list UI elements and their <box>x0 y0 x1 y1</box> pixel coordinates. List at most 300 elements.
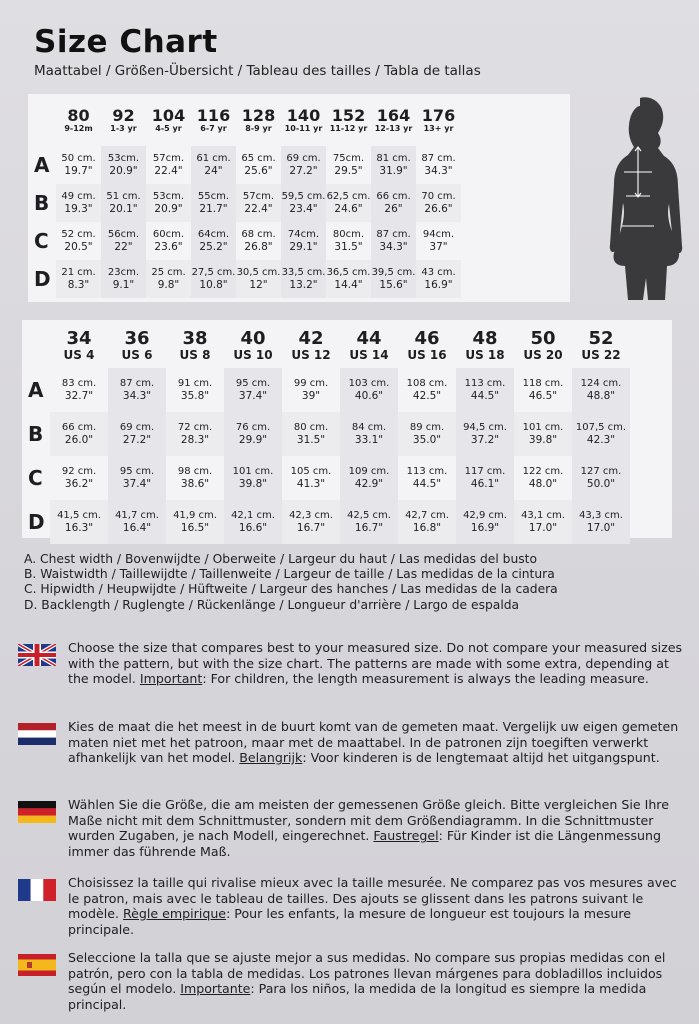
adult-cell-inch: 42.9" <box>354 477 384 490</box>
children-cell <box>281 260 326 298</box>
children-cell-inch: 26.6" <box>424 202 453 215</box>
children-cell <box>326 184 371 222</box>
adult-cell <box>398 456 456 500</box>
adult-cell-cm: 89 cm. <box>409 421 445 433</box>
children-cell-cm: 66 cm. <box>376 190 411 202</box>
children-cell <box>371 222 416 260</box>
children-row-a <box>28 146 461 184</box>
adult-cell-cm: 105 cm. <box>290 465 332 477</box>
children-size-number: 80 <box>67 105 90 125</box>
children-cell <box>101 184 146 222</box>
children-cell-inch: 20.9" <box>154 202 183 215</box>
adult-cell-cm: 117 cm. <box>464 465 506 477</box>
adult-cell <box>50 500 108 544</box>
adult-cell-cm: 103 cm. <box>348 377 390 389</box>
adult-cell-inch: 16.9" <box>470 521 500 534</box>
adult-cell-inch: 37.2" <box>470 433 500 446</box>
adult-size-sub: US 18 <box>465 347 505 362</box>
children-size-header <box>371 94 416 146</box>
children-cell <box>281 146 326 184</box>
children-cell-inch: 37" <box>429 240 448 253</box>
adult-cell <box>108 500 166 544</box>
children-cell <box>281 184 326 222</box>
instructions-english <box>18 640 683 687</box>
adult-cell-cm: 95 cm. <box>235 377 271 389</box>
adult-cell <box>340 412 398 456</box>
adult-cell-cm: 108 cm. <box>406 377 448 389</box>
adult-cell <box>224 500 282 544</box>
adult-cell <box>340 500 398 544</box>
children-cell <box>191 260 236 298</box>
adult-cell-cm: 43,3 cm. <box>579 509 623 521</box>
children-cell-cm: 94cm. <box>422 228 455 240</box>
children-cell-inch: 10.8" <box>199 278 228 291</box>
children-cell-inch: 34.3" <box>379 240 408 253</box>
adult-row-label: B <box>28 422 44 446</box>
children-cell-inch: 9.1" <box>112 278 135 291</box>
children-cell-cm: 33,5 cm. <box>281 266 326 278</box>
adult-cell-cm: 42,3 cm. <box>289 509 333 521</box>
page-title: Size Chart <box>34 24 218 60</box>
adult-row-c <box>22 456 630 500</box>
children-corner-cell <box>28 94 56 146</box>
adult-cell-inch: 17.0" <box>528 521 558 534</box>
children-cell-inch: 24" <box>204 164 223 177</box>
instructions-de-key: Faustregel <box>373 828 439 844</box>
adult-cell-cm: 42,1 cm. <box>231 509 275 521</box>
children-size-sub: 9-12m <box>64 123 93 133</box>
adult-cell-inch: 35.0" <box>412 433 442 446</box>
children-cell-inch: 9.8" <box>157 278 180 291</box>
children-cell-cm: 49 cm. <box>61 190 96 202</box>
adult-cell <box>108 456 166 500</box>
children-cell <box>326 260 371 298</box>
children-cell-inch: 8.3" <box>67 278 90 291</box>
children-size-header <box>326 94 371 146</box>
children-cell <box>101 260 146 298</box>
adult-cell-cm: 76 cm. <box>235 421 271 433</box>
adult-size-sub: US 16 <box>407 347 447 362</box>
children-size-header <box>101 94 146 146</box>
adult-size-sub: US 4 <box>63 347 95 362</box>
adult-cell-cm: 118 cm. <box>522 377 564 389</box>
adult-size-header <box>166 322 224 368</box>
children-cell-cm: 62,5 cm. <box>326 190 371 202</box>
adult-cell-cm: 41,7 cm. <box>115 509 159 521</box>
instructions-fr-text-end: : Pour les enfants, la mesure de longueur est toujours la mesure principale. <box>68 906 631 937</box>
adult-cell <box>456 412 514 456</box>
spain-flag-icon <box>18 954 56 976</box>
adult-cell <box>572 500 630 544</box>
adult-cell-cm: 69 cm. <box>119 421 155 433</box>
children-cell-inch: 20.1" <box>109 202 138 215</box>
adult-cell-inch: 35.8" <box>180 389 210 402</box>
children-cell <box>146 146 191 184</box>
adult-cell-cm: 43,1 cm. <box>521 509 565 521</box>
adult-cell <box>456 368 514 412</box>
instructions-dutch <box>18 719 683 766</box>
children-cell-inch: 24.6" <box>334 202 363 215</box>
adult-cell-cm: 113 cm. <box>464 377 506 389</box>
children-cell-inch: 21.7" <box>199 202 228 215</box>
legend-back: D. Backlength / Ruglengte / Rückenlänge / Longueur d'arrière / Largo de espalda <box>24 597 520 612</box>
instructions-nl-text-end: : Voor kinderen is de lengtemaat altijd het uitgangspunt. <box>302 750 660 766</box>
adult-cell-cm: 122 cm. <box>522 465 564 477</box>
adult-cell-inch: 16.4" <box>122 521 152 534</box>
children-cell <box>101 146 146 184</box>
children-cell-cm: 53cm. <box>152 190 185 202</box>
adult-cell-inch: 46.5" <box>528 389 558 402</box>
children-size-number: 176 <box>421 105 456 125</box>
adult-cell <box>514 456 572 500</box>
adult-cell-inch: 44.5" <box>412 477 442 490</box>
adult-cell <box>456 456 514 500</box>
adult-row-b <box>22 412 630 456</box>
adult-size-header <box>108 322 166 368</box>
instructions-en-text: Choose the size that compares best to your measured size. Do not compare your measured sizes with the pattern, but with the size chart. The patterns are made with some extra, depending at the model. <box>68 640 683 687</box>
children-cell <box>56 260 101 298</box>
adult-cell-inch: 16.7" <box>354 521 384 534</box>
adult-cell-inch: 44.5" <box>470 389 500 402</box>
children-cell-cm: 60cm. <box>152 228 185 240</box>
children-size-sub: 6-7 yr <box>200 123 227 133</box>
adult-cell <box>398 368 456 412</box>
children-cell-cm: 56cm. <box>107 228 140 240</box>
adult-size-number: 38 <box>182 327 208 349</box>
children-cell-cm: 50 cm. <box>61 152 96 164</box>
children-cell <box>416 146 461 184</box>
children-cell-inch: 15.6" <box>379 278 408 291</box>
children-size-sub: 12-13 yr <box>374 123 413 133</box>
children-size-sub: 10-11 yr <box>284 123 323 133</box>
children-cell <box>371 146 416 184</box>
children-cell-inch: 22.4" <box>154 164 183 177</box>
adult-size-header <box>340 322 398 368</box>
instructions-german <box>18 797 683 859</box>
children-cell-cm: 64cm. <box>197 228 230 240</box>
adult-cell <box>398 500 456 544</box>
children-size-number: 128 <box>241 105 276 125</box>
adult-cell <box>514 500 572 544</box>
adult-cell-cm: 66 cm. <box>61 421 97 433</box>
children-cell <box>371 260 416 298</box>
children-size-sub: 1-3 yr <box>110 123 137 133</box>
children-row-label: D <box>34 267 51 291</box>
children-cell <box>56 146 101 184</box>
children-size-header <box>56 94 101 146</box>
adult-row-a <box>22 368 630 412</box>
adult-cell <box>166 456 224 500</box>
adult-size-header <box>514 322 572 368</box>
children-row-label: A <box>34 153 50 177</box>
children-cell-cm: 43 cm. <box>421 266 456 278</box>
instructions-en-key: Important <box>139 671 203 687</box>
adult-size-sub: US 8 <box>179 347 211 362</box>
children-cell <box>101 222 146 260</box>
adult-cell-inch: 16.8" <box>412 521 442 534</box>
adult-size-sub: US 14 <box>349 347 389 362</box>
adult-cell-inch: 39.8" <box>238 477 268 490</box>
adult-size-header <box>50 322 108 368</box>
children-cell-cm: 39,5 cm. <box>371 266 416 278</box>
children-cell-inch: 20.5" <box>64 240 93 253</box>
children-cell-cm: 36,5 cm. <box>326 266 371 278</box>
children-cell-cm: 51 cm. <box>106 190 141 202</box>
children-cell <box>146 222 191 260</box>
adult-cell-inch: 39" <box>301 389 321 402</box>
adult-size-number: 50 <box>530 327 556 349</box>
children-cell-cm: 74cm. <box>287 228 320 240</box>
adult-cell-inch: 16.7" <box>296 521 326 534</box>
adult-cell-cm: 99 cm. <box>293 377 329 389</box>
adult-cell-cm: 127 cm. <box>580 465 622 477</box>
adult-size-sub: US 10 <box>233 347 273 362</box>
adult-size-number: 40 <box>240 327 266 349</box>
adult-cell <box>572 456 630 500</box>
adult-cell-cm: 42,7 cm. <box>405 509 449 521</box>
instructions-fr-text: Choisissez la taille qui rivalise mieux avec la taille mesurée. Ne comparez pas vos mesures avec le patron, mais avec le tableau de tailles. Des ajouts se glissent dans les patrons suivant le modèle. <box>68 875 677 922</box>
instructions-de-text: Wählen Sie die Größe, die am meisten der gemessenen Größe gleich. Bitte vergleichen Sie Ihre Maße nicht mit dem Schnittmuster, sondern mit dem Größendiagramm. In die Schnittmuster wurden Zugaben, je nach Modell, eingerechnet. <box>68 797 669 844</box>
children-cell-inch: 31.5" <box>334 240 363 253</box>
legend-waist: B. Waistwidth / Taillewijdte / Taillenweite / Largeur de taille / Las medidas de la cintura <box>24 567 555 582</box>
adult-cell-inch: 31.5" <box>296 433 326 446</box>
adult-cell <box>50 412 108 456</box>
adult-cell-cm: 72 cm. <box>177 421 213 433</box>
adult-cell-cm: 101 cm. <box>232 465 274 477</box>
children-cell <box>416 184 461 222</box>
children-cell-inch: 12" <box>249 278 268 291</box>
adult-cell <box>166 412 224 456</box>
adult-cell-cm: 41,9 cm. <box>173 509 217 521</box>
adult-cell-cm: 95 cm. <box>119 465 155 477</box>
children-cell <box>236 184 281 222</box>
children-cell <box>146 260 191 298</box>
children-cell-cm: 52 cm. <box>61 228 96 240</box>
adult-cell-inch: 37.4" <box>238 389 268 402</box>
children-cell <box>146 184 191 222</box>
children-cell-inch: 31.9" <box>379 164 408 177</box>
children-cell-inch: 13.2" <box>289 278 318 291</box>
adult-cell <box>572 412 630 456</box>
instructions-es-text-end: : Para los niños, la medida de la longitud es siempre la medida principal. <box>68 981 647 1012</box>
children-cell-inch: 16.9" <box>424 278 453 291</box>
children-cell <box>326 146 371 184</box>
adult-row-d <box>22 500 630 544</box>
children-cell-cm: 53cm. <box>107 152 140 164</box>
children-row-b <box>28 184 461 222</box>
legend-chest: A. Chest width / Bovenwijdte / Oberweite / Largeur du haut / Las medidas del busto <box>24 552 538 566</box>
children-size-number: 152 <box>331 105 366 125</box>
adult-cell-inch: 34.3" <box>122 389 152 402</box>
adult-cell-cm: 83 cm. <box>61 377 97 389</box>
children-size-header <box>416 94 461 146</box>
children-cell-cm: 25 cm. <box>151 266 186 278</box>
children-cell-inch: 25.6" <box>244 164 273 177</box>
children-cell-cm: 87 cm. <box>421 152 456 164</box>
adult-size-sub: US 6 <box>121 347 153 362</box>
adult-cell-inch: 17.0" <box>586 521 616 534</box>
adult-cell <box>514 368 572 412</box>
children-row-label: C <box>34 229 49 253</box>
children-cell-cm: 57cm. <box>152 152 185 164</box>
children-cell-inch: 19.7" <box>64 164 93 177</box>
adult-cell <box>340 456 398 500</box>
children-size-header <box>236 94 281 146</box>
adult-row-label: A <box>28 378 44 402</box>
adult-size-header <box>282 322 340 368</box>
children-size-table <box>28 94 461 298</box>
adult-cell <box>224 412 282 456</box>
children-cell-cm: 65 cm. <box>241 152 276 164</box>
adult-cell-cm: 124 cm. <box>580 377 622 389</box>
adult-cell-cm: 94,5 cm. <box>463 421 507 433</box>
adult-cell-cm: 41,5 cm. <box>57 509 101 521</box>
children-cell-cm: 80cm. <box>332 228 365 240</box>
children-cell-inch: 20.9" <box>109 164 138 177</box>
instructions-french <box>18 875 683 937</box>
adult-size-header <box>398 322 456 368</box>
adult-cell-inch: 33.1" <box>354 433 384 446</box>
instructions-spanish <box>18 950 683 1012</box>
adult-cell <box>398 412 456 456</box>
children-cell <box>191 222 236 260</box>
adult-cell-inch: 38.6" <box>180 477 210 490</box>
children-cell-cm: 69 cm. <box>286 152 321 164</box>
adult-size-number: 52 <box>588 327 614 349</box>
children-cell-cm: 55cm. <box>197 190 230 202</box>
children-cell <box>236 222 281 260</box>
children-cell <box>281 222 326 260</box>
children-cell-cm: 30,5 cm. <box>236 266 281 278</box>
children-cell-cm: 23cm. <box>107 266 140 278</box>
adult-cell <box>224 368 282 412</box>
adult-cell-cm: 42,5 cm. <box>347 509 391 521</box>
children-row-d <box>28 260 461 298</box>
uk-flag-icon <box>18 644 56 666</box>
children-size-number: 140 <box>286 105 321 125</box>
legend-hip: C. Hipwidth / Heupwijdte / Hüftweite / Largeur des hanches / Las medidas de la cadera <box>24 582 558 597</box>
adult-cell-inch: 48.8" <box>586 389 616 402</box>
children-size-sub: 8-9 yr <box>245 123 272 133</box>
children-row-c <box>28 222 461 260</box>
adult-cell-inch: 41.3" <box>296 477 326 490</box>
adult-cell-inch: 36.2" <box>64 477 94 490</box>
children-cell-inch: 22.4" <box>244 202 273 215</box>
adult-cell-inch: 42.5" <box>412 389 442 402</box>
adult-cell-inch: 16.6" <box>238 521 268 534</box>
adult-cell <box>50 456 108 500</box>
adult-size-sub: US 20 <box>523 347 563 362</box>
adult-cell-inch: 26.0" <box>64 433 94 446</box>
children-cell <box>56 222 101 260</box>
adult-cell-cm: 101 cm. <box>522 421 564 433</box>
children-cell-cm: 57cm. <box>242 190 275 202</box>
adult-cell <box>166 500 224 544</box>
children-cell-inch: 23.4" <box>289 202 318 215</box>
adult-cell <box>282 368 340 412</box>
adult-cell-cm: 80 cm. <box>293 421 329 433</box>
adult-cell-cm: 109 cm. <box>348 465 390 477</box>
children-cell <box>326 222 371 260</box>
children-cell <box>236 260 281 298</box>
adult-size-header <box>572 322 630 368</box>
children-cell <box>416 222 461 260</box>
body-silhouette-icon <box>578 92 696 304</box>
children-size-header <box>191 94 236 146</box>
instructions-es-key: Importante <box>180 981 251 997</box>
adult-size-sub: US 22 <box>581 347 621 362</box>
children-cell-inch: 25.2" <box>199 240 228 253</box>
adult-cell-cm: 84 cm. <box>351 421 387 433</box>
adult-size-header <box>456 322 514 368</box>
children-cell-cm: 75cm. <box>332 152 365 164</box>
adult-size-number: 46 <box>414 327 440 349</box>
children-cell-inch: 19.3" <box>64 202 93 215</box>
children-size-header <box>281 94 326 146</box>
adult-cell-inch: 46.1" <box>470 477 500 490</box>
adult-cell <box>456 500 514 544</box>
adult-cell-inch: 37.4" <box>122 477 152 490</box>
adult-size-number: 44 <box>356 327 382 349</box>
children-cell-inch: 29.1" <box>289 240 318 253</box>
children-cell-cm: 27,5 cm. <box>191 266 236 278</box>
instructions-es-text: Seleccione la talla que se ajuste mejor a sus medidas. No compare sus propias medidas con el patrón, pero con la tabla de medidas. Los patrones llevan márgenes para dobladillos incluidos según el modelo. <box>68 950 666 997</box>
adult-cell <box>224 456 282 500</box>
instructions-fr-key: Règle empirique <box>122 906 227 922</box>
germany-flag-icon <box>18 801 56 823</box>
adult-size-number: 48 <box>472 327 498 349</box>
adult-size-number: 36 <box>124 327 150 349</box>
adult-size-number: 42 <box>298 327 324 349</box>
adult-cell <box>340 368 398 412</box>
instructions-nl-text: Kies de maat die het meest in de buurt komt van de gemeten maat. Vergelijk uw eigen gemeten maten niet met het patroon, maar met de maattabel. In de patronen zijn toegiften verwerkt afhankelijk van het model. <box>68 719 679 766</box>
children-cell-inch: 27.2" <box>289 164 318 177</box>
children-cell <box>56 184 101 222</box>
children-size-header <box>146 94 191 146</box>
adult-cell-inch: 32.7" <box>64 389 94 402</box>
children-cell <box>416 260 461 298</box>
children-cell-inch: 29.5" <box>334 164 363 177</box>
children-cell-inch: 23.6" <box>154 240 183 253</box>
children-cell-cm: 68 cm. <box>241 228 276 240</box>
adult-cell <box>282 456 340 500</box>
measurement-legend <box>24 552 558 613</box>
children-cell-cm: 81 cm. <box>376 152 411 164</box>
adult-cell-inch: 29.9" <box>238 433 268 446</box>
adult-header-row <box>22 322 630 368</box>
children-row-label: B <box>34 191 50 215</box>
instructions-nl-key: Belangrijk <box>239 750 303 766</box>
adult-size-header <box>224 322 282 368</box>
adult-cell-cm: 91 cm. <box>177 377 213 389</box>
adult-cell-cm: 98 cm. <box>177 465 213 477</box>
children-cell-cm: 87 cm. <box>376 228 411 240</box>
adult-cell-cm: 92 cm. <box>61 465 97 477</box>
adult-corner-cell <box>22 322 50 368</box>
children-cell-inch: 14.4" <box>334 278 363 291</box>
adult-cell <box>282 500 340 544</box>
adult-cell-inch: 39.8" <box>528 433 558 446</box>
children-cell-inch: 26" <box>384 202 403 215</box>
adult-cell-inch: 40.6" <box>354 389 384 402</box>
children-cell-inch: 34.3" <box>424 164 453 177</box>
children-size-number: 164 <box>376 105 411 125</box>
adult-cell <box>514 412 572 456</box>
adult-row-label: D <box>28 510 45 534</box>
children-size-sub: 11-12 yr <box>329 123 368 133</box>
adult-cell-inch: 27.2" <box>122 433 152 446</box>
adult-row-label: C <box>28 466 43 490</box>
